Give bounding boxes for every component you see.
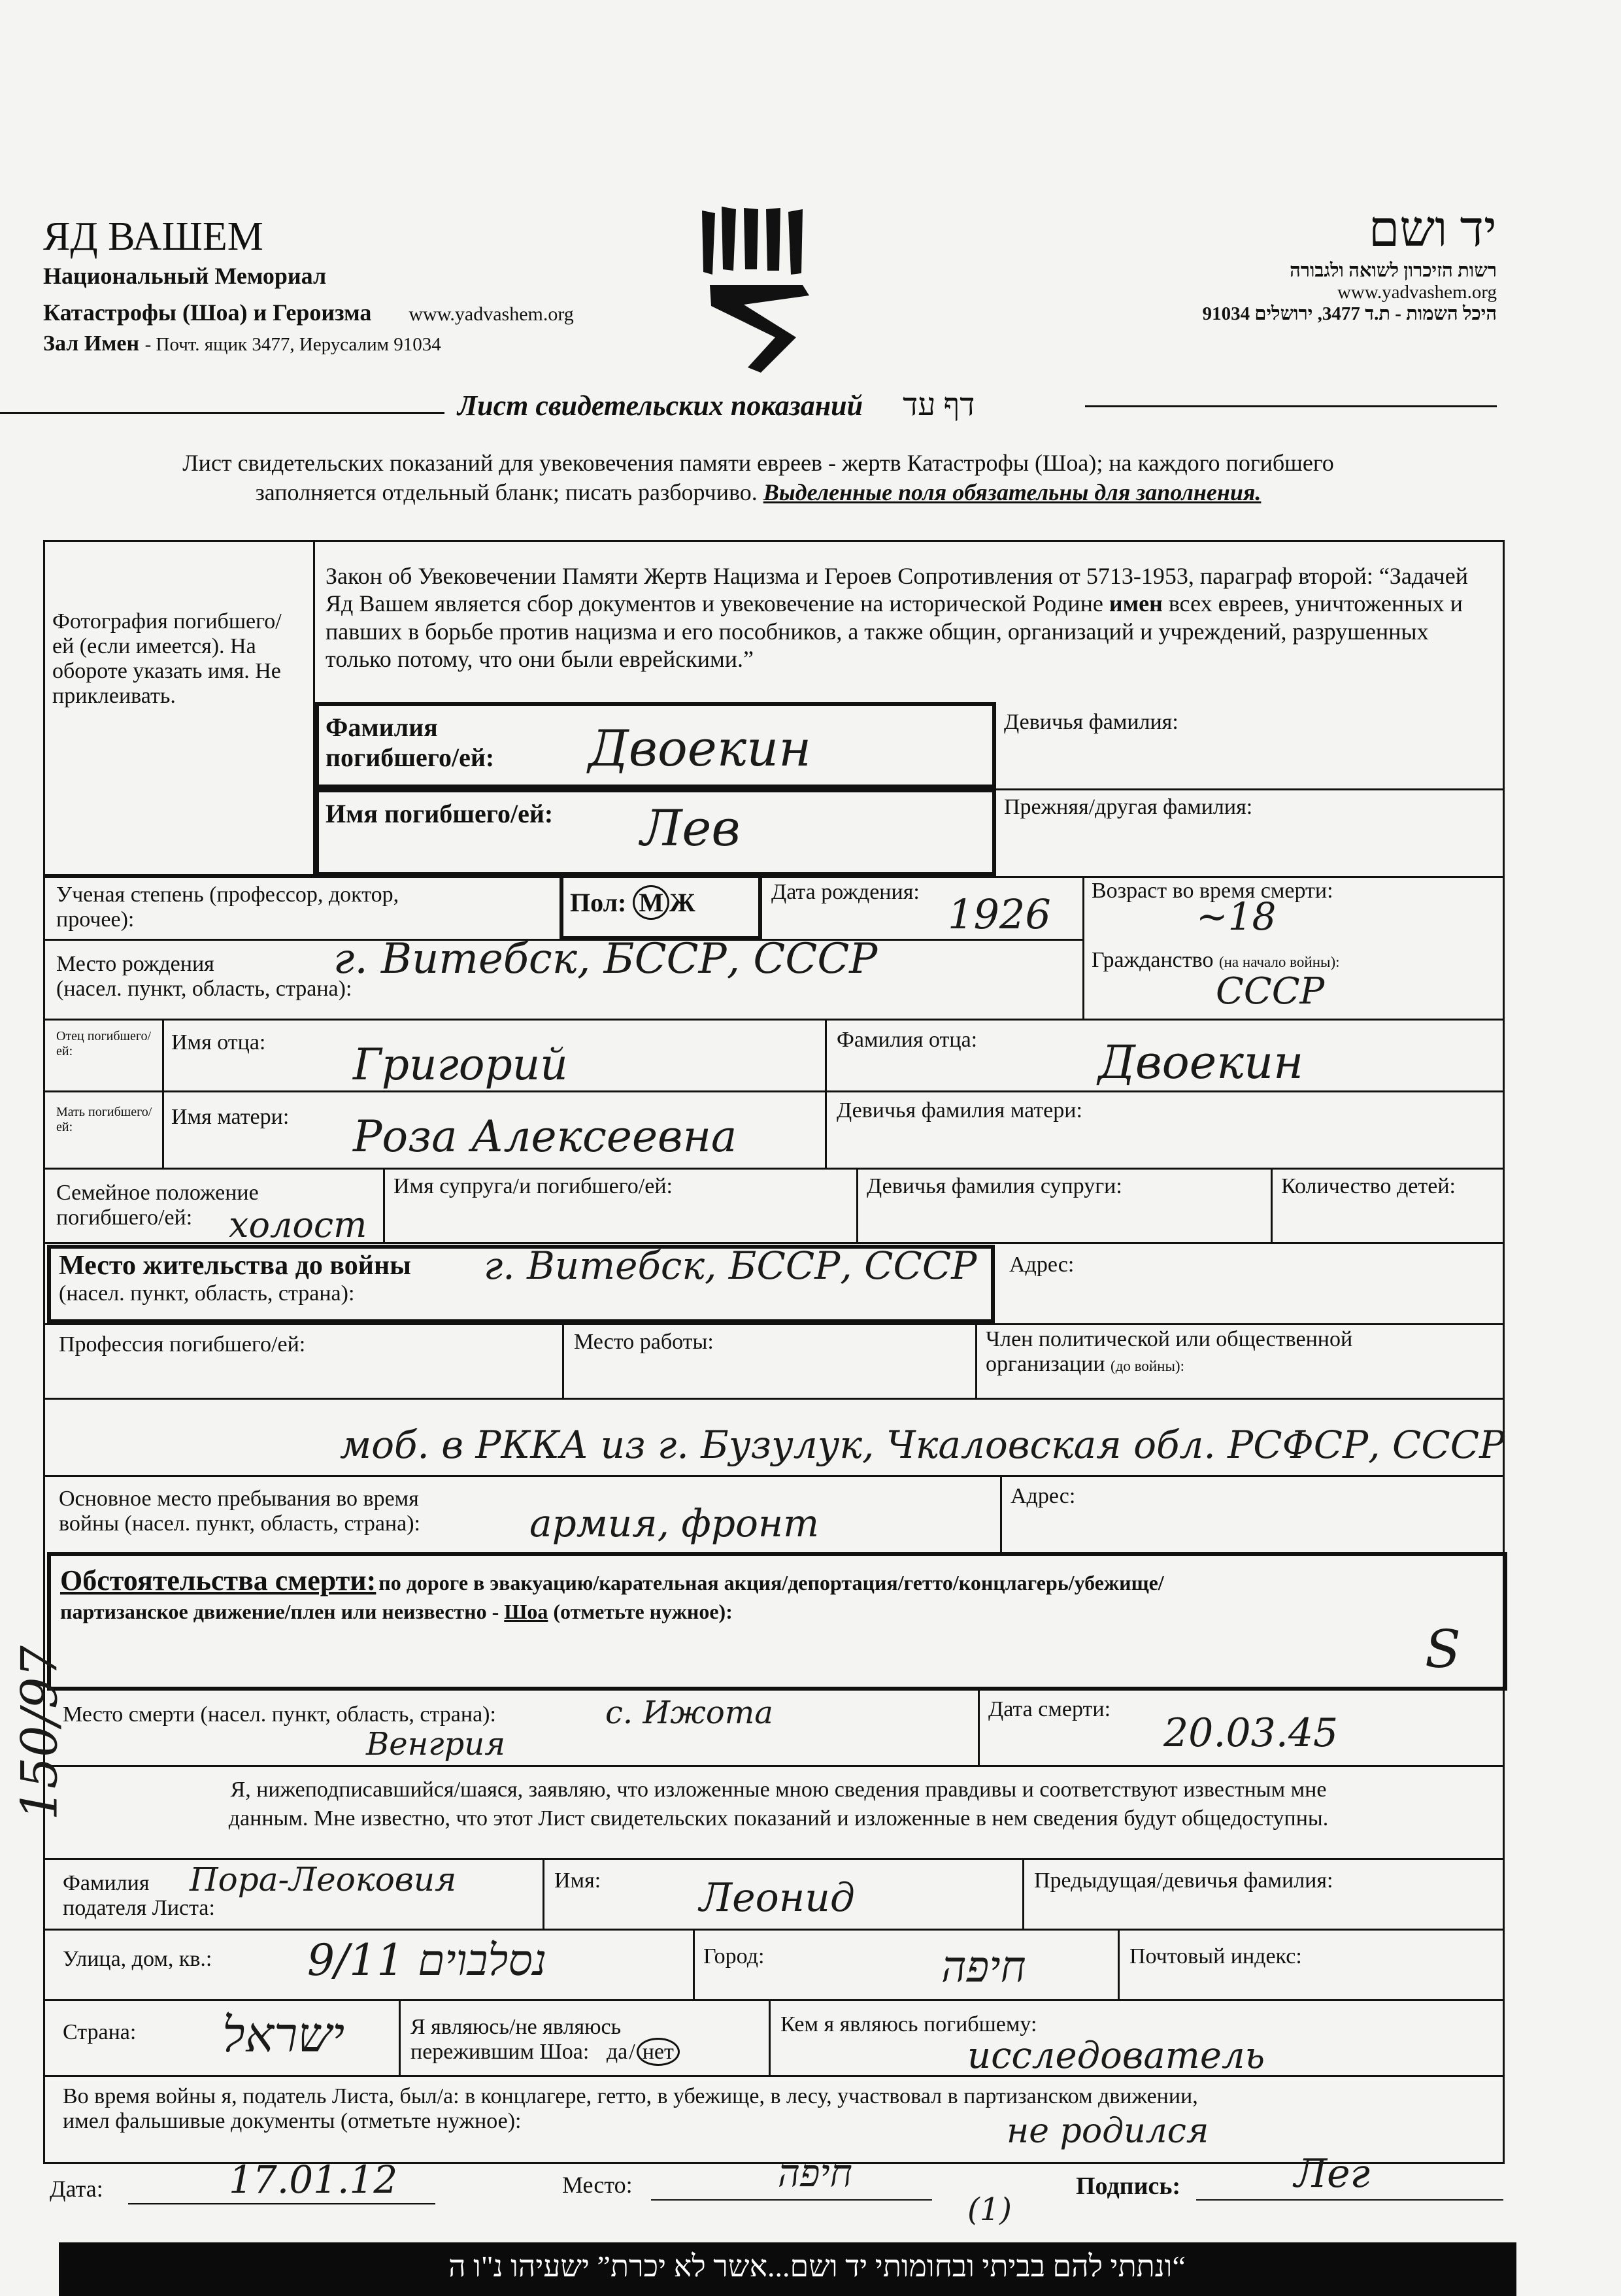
father-side-label: Отец погибшего/ей: (56, 1029, 152, 1058)
law-text-bold: имен (1109, 590, 1163, 617)
circumstances-options: по дороге в эвакуацию/карательная акция/депортация/гетто/концлагерь/убежище/ (378, 1571, 1164, 1595)
rule-v-spouse-maiden (856, 1168, 858, 1242)
circumstances-text (60, 1562, 1498, 1625)
rule-v-children (1271, 1168, 1273, 1242)
rule-v-wartime-addr (1000, 1475, 1002, 1552)
sex-female[interactable]: Ж (669, 888, 695, 917)
submitter-surname-label2: подателя Листа: (63, 1896, 215, 1921)
place-label: Место: (562, 2172, 633, 2198)
city-label: Город: (703, 1944, 765, 1968)
circumstances-label: Обстоятельства смерти: (60, 1564, 376, 1596)
war-status-label2: имел фальшивые документы (отметьте нужное): (63, 2109, 522, 2134)
org-url-right: www.yadvashem.org (1337, 281, 1497, 303)
rule-3058 (43, 1999, 1505, 2001)
member-label1: Член политической или общественной (986, 1327, 1353, 1351)
signature-value[interactable]: Лег (1294, 2151, 1370, 2197)
father-name-label: Имя отца: (171, 1030, 266, 1055)
law-text-part2: всех евреев, уничтоженных и павших в борьбе против нацизма и его пособников, а также общин, организаций и учреждений, разрушенных только потому, что они были еврейскими.” (326, 590, 1463, 673)
mother-side-label: Мать погибшего/ей: (56, 1105, 152, 1134)
org-line2-row (43, 299, 697, 326)
father-name-value[interactable]: Григорий (353, 1039, 568, 1090)
street-value[interactable]: 9/11 נסלבוים (307, 1935, 547, 1985)
profession-label: Профессия погибшего/ей: (59, 1332, 306, 1357)
rule-2950 (43, 1929, 1505, 1931)
victim-surname-value[interactable]: Двоекин (588, 719, 812, 777)
survivor-label2: пережившим Шоа: (410, 2040, 590, 2065)
mother-maiden-label: Девичья фамилия матери: (837, 1098, 1082, 1123)
hall-of-names: Зал Имен (43, 331, 140, 356)
rule-2138 (43, 1398, 1505, 1400)
rule-1558 (43, 1019, 1505, 1021)
org-line2-he: היכל השמות - ת.ד 3477, ירושלים 91034 (1202, 303, 1497, 324)
submitter-name-value[interactable]: Леонид (699, 1875, 855, 1921)
wartime-label1: Основное место пребывания во время (59, 1487, 419, 1511)
page-number: (1) (967, 2191, 1012, 2228)
mother-name-value[interactable]: Роза Алексеевна (353, 1111, 737, 1162)
circumstances-options3: (отметьте нужное): (553, 1600, 733, 1623)
signature-line (1196, 2199, 1503, 2201)
street-label: Улица, дом, кв.: (63, 1947, 212, 1971)
form-title: Лист свидетельских показаний (458, 390, 863, 422)
org-line2: Катастрофы (Шоа) и Героизма (43, 299, 372, 326)
rule-v-parents (162, 1019, 164, 1168)
war-status-label1: Во время войны я, податель Листа, был/а: в концлагере, гетто, в убежище, в лесу, участвовал в партизанском движении, (63, 2084, 1198, 2108)
survivor-label: Я являюсь/не являюсь пережившим Шоа: да/ нет (410, 2015, 680, 2065)
victim-firstname-value[interactable]: Лев (641, 799, 741, 857)
submitter-name-label: Имя: (554, 1868, 601, 1893)
rule-2842 (43, 1858, 1505, 1860)
maiden-name-label: Девичья фамилия: (1004, 710, 1178, 734)
circumstances-shoa: Шоа (504, 1600, 548, 1623)
org-line3-row (43, 331, 697, 356)
rule-v-work (562, 1323, 564, 1398)
prewar-label: Место жительства до войны (59, 1251, 411, 1281)
birthplace-label (56, 952, 352, 1002)
photo-instructions: Фотография погибшего/ей (если имеется). На обороте указать имя. Не приклеивать. (52, 609, 282, 709)
declaration (63, 1776, 1494, 1833)
member-label (986, 1327, 1352, 1377)
title-rule-right (1085, 405, 1497, 407)
rule-2700 (43, 1765, 1505, 1767)
rule-v-survivor (399, 1999, 401, 2075)
spouse-maiden-label: Девичья фамилия супруги: (867, 1174, 1122, 1198)
rule-1340 (43, 876, 1505, 878)
circumstances-mark[interactable]: S (1425, 1619, 1461, 1680)
prewar-value[interactable]: г. Витебск, БССР, СССР (484, 1243, 977, 1288)
sex-field (570, 885, 695, 920)
org-title-ru: ЯД ВАШЕМ (43, 214, 263, 259)
postal-address: - Почт. ящик 3477, Иерусалим 91034 (144, 334, 441, 356)
wartime-label2: войны (насел. пункт, область, страна): (59, 1511, 420, 1536)
degree-label: Ученая степень (профессор, доктор, прочее): (56, 883, 399, 932)
marital-label1: Семейное положение (56, 1181, 259, 1205)
date-value[interactable]: 17.01.12 (229, 2157, 398, 2202)
rule-v-member (975, 1323, 977, 1398)
rule-2024 (43, 1323, 1505, 1325)
wartime-label (59, 1487, 420, 1536)
intro-text (39, 448, 1477, 507)
marital-label2: погибшего/ей: (56, 1206, 193, 1230)
org-url-left: www.yadvashem.org (409, 303, 574, 326)
declaration-line1: Я, нижеподписавшийся/шаяся, заявляю, что изложенные мною сведения правдивы и соответствуют известным мне (230, 1778, 1327, 1802)
prewar-sublabel: (насел. пункт, область, страна): (59, 1281, 355, 1306)
form-title-row (458, 387, 975, 423)
other-surname-label: Прежняя/другая фамилия: (1004, 795, 1253, 819)
prewar-address-label: Адрес: (1009, 1253, 1075, 1277)
rule-1668 (43, 1090, 1505, 1092)
children-label: Количество детей: (1281, 1174, 1456, 1198)
sex-label: Пол: (570, 888, 627, 917)
intro-line2-row (39, 478, 1477, 507)
victim-surname-label: Фамилия погибшего/ей: (326, 713, 495, 772)
law-text (326, 562, 1489, 673)
death-date-value[interactable]: 20.03.45 (1163, 1710, 1339, 1756)
yad-vashem-logo (698, 207, 816, 375)
birthplace-label2: (насел. пункт, область, страна): (56, 977, 352, 1002)
wartime-address-label: Адрес: (1011, 1484, 1076, 1508)
war-status-value[interactable]: не родился (1007, 2112, 1209, 2151)
survivor-yes[interactable]: да (606, 2040, 628, 2065)
victim-firstname-label: Имя погибшего/ей: (326, 799, 554, 828)
death-place-value2[interactable]: Венгрия (366, 1726, 505, 1763)
intro-line1: Лист свидетельских показаний для увековечения памяти евреев - жертв Катастрофы (Шоа); на каждого погибшего (182, 450, 1334, 476)
form-title-he: דף עד (903, 388, 975, 422)
rule-v-death-date (978, 1691, 980, 1765)
org-title-he: יד ושם (1368, 202, 1497, 257)
rule-v-sub-prev (1022, 1858, 1024, 1929)
place-value[interactable]: חיפה (778, 2151, 852, 2195)
age-value[interactable]: ~18 (1196, 894, 1277, 939)
spouse-name-label: Имя супруга/и погибшего/ей: (393, 1174, 673, 1198)
declaration-line2: данным. Мне известно, что этот Лист свидетельских показаний и изложенные в нем сведения будут общедоступны. (228, 1806, 1329, 1831)
title-rule-left (0, 412, 444, 414)
citizenship-label-main: Гражданство (1092, 948, 1214, 972)
header-left (43, 216, 697, 356)
war-status-label (63, 2084, 1494, 2134)
rule-v-relation (769, 1999, 771, 2075)
birthplace-label1: Место рождения (56, 952, 214, 976)
signature-label: Подпись: (1076, 2172, 1181, 2200)
marital-value[interactable]: холост (229, 1204, 367, 1245)
rule-v-sub-name (543, 1858, 544, 1929)
father-surname-label: Фамилия отца: (837, 1028, 978, 1052)
org-line1-he: רשות הזיכרון לשואה ולגבורה (1290, 260, 1497, 281)
father-surname-value[interactable]: Двоекин (1098, 1036, 1304, 1089)
relation-label: Кем я являюсь погибшему: (780, 2012, 1037, 2036)
citizenship-value[interactable]: СССР (1216, 970, 1325, 1013)
footer-quote: “ונתתי להם בביתי ובחומותי יד ושם...אשר לא יכרת” ישעיהו נ"ו ה (448, 2250, 1186, 2283)
law-text-part1: Закон об Увековечении Памяти Жертв Нацизма и Героев Сопротивления от 5713-1953, параграф второй: “Задачей Яд Вашем является сбор документов и увековечение на исторической Родине (326, 563, 1469, 617)
intro-line2: заполняется отдельный бланк; писать разборчиво. (255, 479, 758, 505)
rule-v-age (1082, 876, 1084, 1019)
date-label: Дата: (50, 2176, 103, 2202)
country-value[interactable]: ישראל (222, 2007, 345, 2063)
archive-number: 150/97 (10, 1646, 69, 1821)
death-place-label: Место смерти (насел. пункт, область, страна): (63, 1702, 496, 1727)
rule-1206 (996, 788, 1505, 790)
citizenship-label-small: (на начало войны): (1218, 954, 1340, 970)
citizenship-label (1092, 948, 1340, 973)
rule-3174 (43, 2075, 1505, 2077)
survivor-label1: Я являюсь/не являюсь (410, 2015, 622, 2039)
intro-emphasis: Выделенные поля обязательны для заполнения. (763, 479, 1262, 505)
sex-male[interactable]: М (633, 885, 669, 920)
header-right (1000, 204, 1497, 325)
rule-v-father (825, 1019, 827, 1168)
date-line (128, 2203, 435, 2204)
workplace-label: Место работы: (574, 1330, 714, 1354)
relation-value[interactable]: исследователь (967, 2034, 1265, 2077)
death-place-value1[interactable]: с. Ижота (605, 1695, 773, 1731)
submitter-surname-value[interactable]: Пора-Леоковия (190, 1861, 457, 1899)
circumstances-options2: партизанское движение/плен или неизвестно - (60, 1600, 499, 1623)
dob-value[interactable]: 1926 (948, 890, 1051, 938)
rule-v-spouse (383, 1168, 385, 1242)
survivor-no[interactable]: нет (637, 2038, 680, 2066)
mother-name-label: Имя матери: (171, 1105, 290, 1129)
dob-label: Дата рождения: (771, 880, 920, 904)
birthplace-value[interactable]: г. Витебск, БССР, СССР (333, 935, 878, 983)
rule-1786 (43, 1168, 1505, 1170)
member-label2: организации (986, 1352, 1105, 1377)
rule-2256 (43, 1475, 1505, 1477)
rule-v-city (693, 1929, 695, 1999)
age-label: Возраст во время смерти: (1092, 879, 1333, 903)
prewar-label-wrap (59, 1250, 411, 1306)
member-label-small: (до войны): (1111, 1358, 1184, 1375)
country-label: Страна: (63, 2020, 137, 2044)
death-date-label: Дата смерти: (988, 1697, 1111, 1721)
submitter-surname-label1: Фамилия (63, 1871, 150, 1895)
wartime-value[interactable]: армия, фронт (529, 1501, 820, 1545)
zip-label: Почтовый индекс: (1129, 1944, 1302, 1968)
mobilization-note[interactable]: моб. в РККА из г. Бузулук, Чкаловская обл. РСФСР, СССР (340, 1423, 1505, 1467)
place-line (651, 2199, 932, 2201)
org-line1: Национальный Мемориал (43, 263, 327, 290)
city-value[interactable]: חיפה (941, 1942, 1026, 1992)
submitter-prev-label: Предыдущая/девичья фамилия: (1034, 1868, 1333, 1893)
rule-v-zip (1118, 1929, 1120, 1999)
